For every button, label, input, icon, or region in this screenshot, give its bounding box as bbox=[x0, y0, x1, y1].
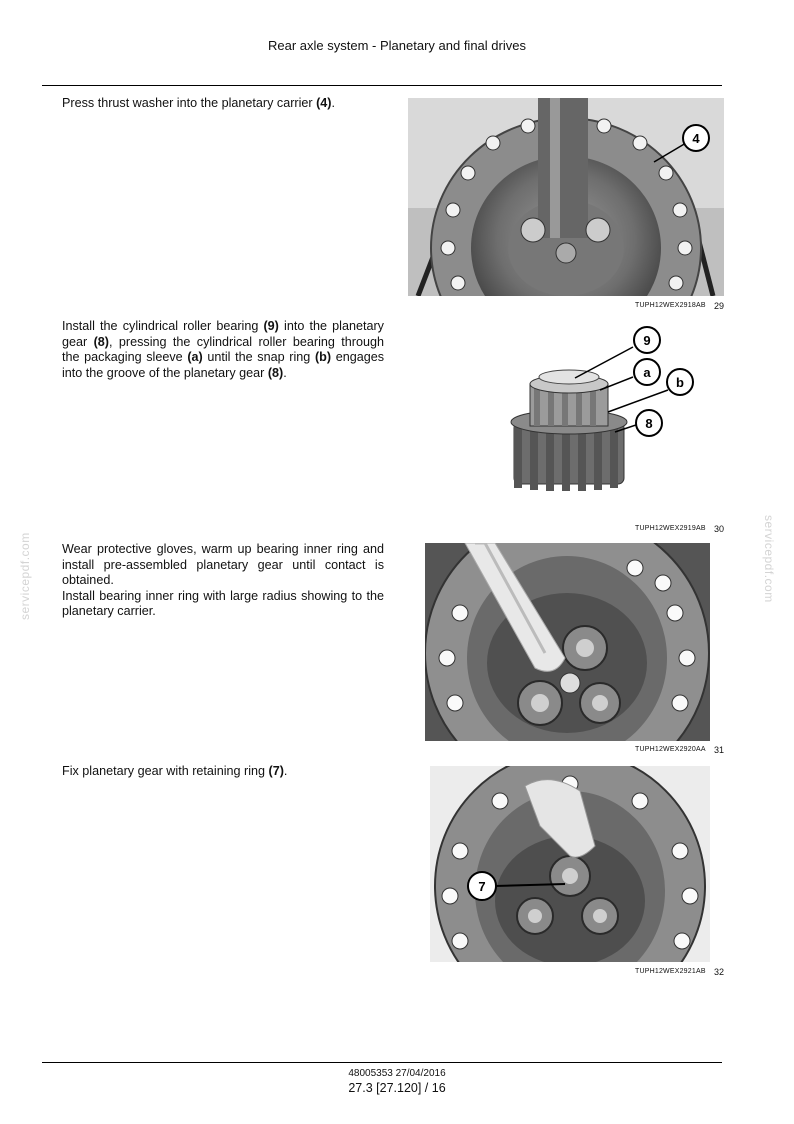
figure-29-photo bbox=[408, 98, 724, 296]
figure-32-code: TUPH12WEX2921AB bbox=[635, 968, 706, 975]
callout-a-label: a bbox=[643, 365, 651, 380]
footer-rule bbox=[42, 1062, 722, 1063]
figure-32-number: 32 bbox=[714, 967, 725, 977]
callout-9-label: 9 bbox=[643, 333, 651, 348]
figure-31-photo bbox=[425, 543, 710, 741]
step-4-ref: (7) bbox=[268, 764, 284, 778]
step-2-text: Install the cylindrical roller bearing (9) into the planetary gear (8), pressing the cylindrical roller bearing through the packaging sleeve (a) until the snap ring (b) engages into the groove of the planetary gear (8). bbox=[62, 319, 385, 380]
figure-32-photo bbox=[430, 766, 710, 962]
step-4-text bbox=[62, 764, 384, 780]
page-header: Rear axle system - Planetary and final drives bbox=[268, 38, 526, 53]
figure-30-code: TUPH12WEX2919AB bbox=[635, 525, 706, 532]
watermark-right: servicepdf.com bbox=[762, 515, 776, 603]
step-1-body: Press thrust washer into the planetary carrier bbox=[62, 96, 317, 110]
callout-8-label: 8 bbox=[645, 416, 653, 431]
header-rule bbox=[42, 85, 722, 86]
callout-4-label: 4 bbox=[692, 131, 700, 146]
step-1-end: . bbox=[331, 96, 335, 110]
figure-31-number: 31 bbox=[714, 745, 725, 755]
figure-29-code: TUPH12WEX2918AB bbox=[635, 302, 706, 309]
step-4-end: . bbox=[283, 764, 288, 778]
figure-29-number: 29 bbox=[714, 301, 725, 311]
figure-30-photo bbox=[500, 322, 710, 502]
step-1-text bbox=[62, 96, 384, 112]
figure-30-number: 30 bbox=[714, 524, 725, 534]
step-1-ref: (4) bbox=[316, 96, 332, 110]
step-3-line-1: Wear protective gloves, warm up bearing inner ring and install pre-assembled planetary gear until contact is obtained. bbox=[62, 542, 384, 587]
watermark-left: servicepdf.com bbox=[18, 532, 32, 620]
figure-31-code: TUPH12WEX2920AA bbox=[635, 746, 706, 753]
step-4-body: Fix planetary gear with retaining ring bbox=[62, 764, 269, 778]
step-3-text bbox=[62, 542, 384, 620]
callout-7-label: 7 bbox=[478, 879, 486, 894]
callout-b-label: b bbox=[676, 375, 684, 390]
footer-doc-date: 48005353 27/04/2016 bbox=[348, 1068, 446, 1079]
step-3-line-2: Install bearing inner ring with large radius showing to the planetary carrier. bbox=[62, 588, 384, 618]
footer-page-ref: 27.3 [27.120] / 16 bbox=[348, 1081, 446, 1095]
